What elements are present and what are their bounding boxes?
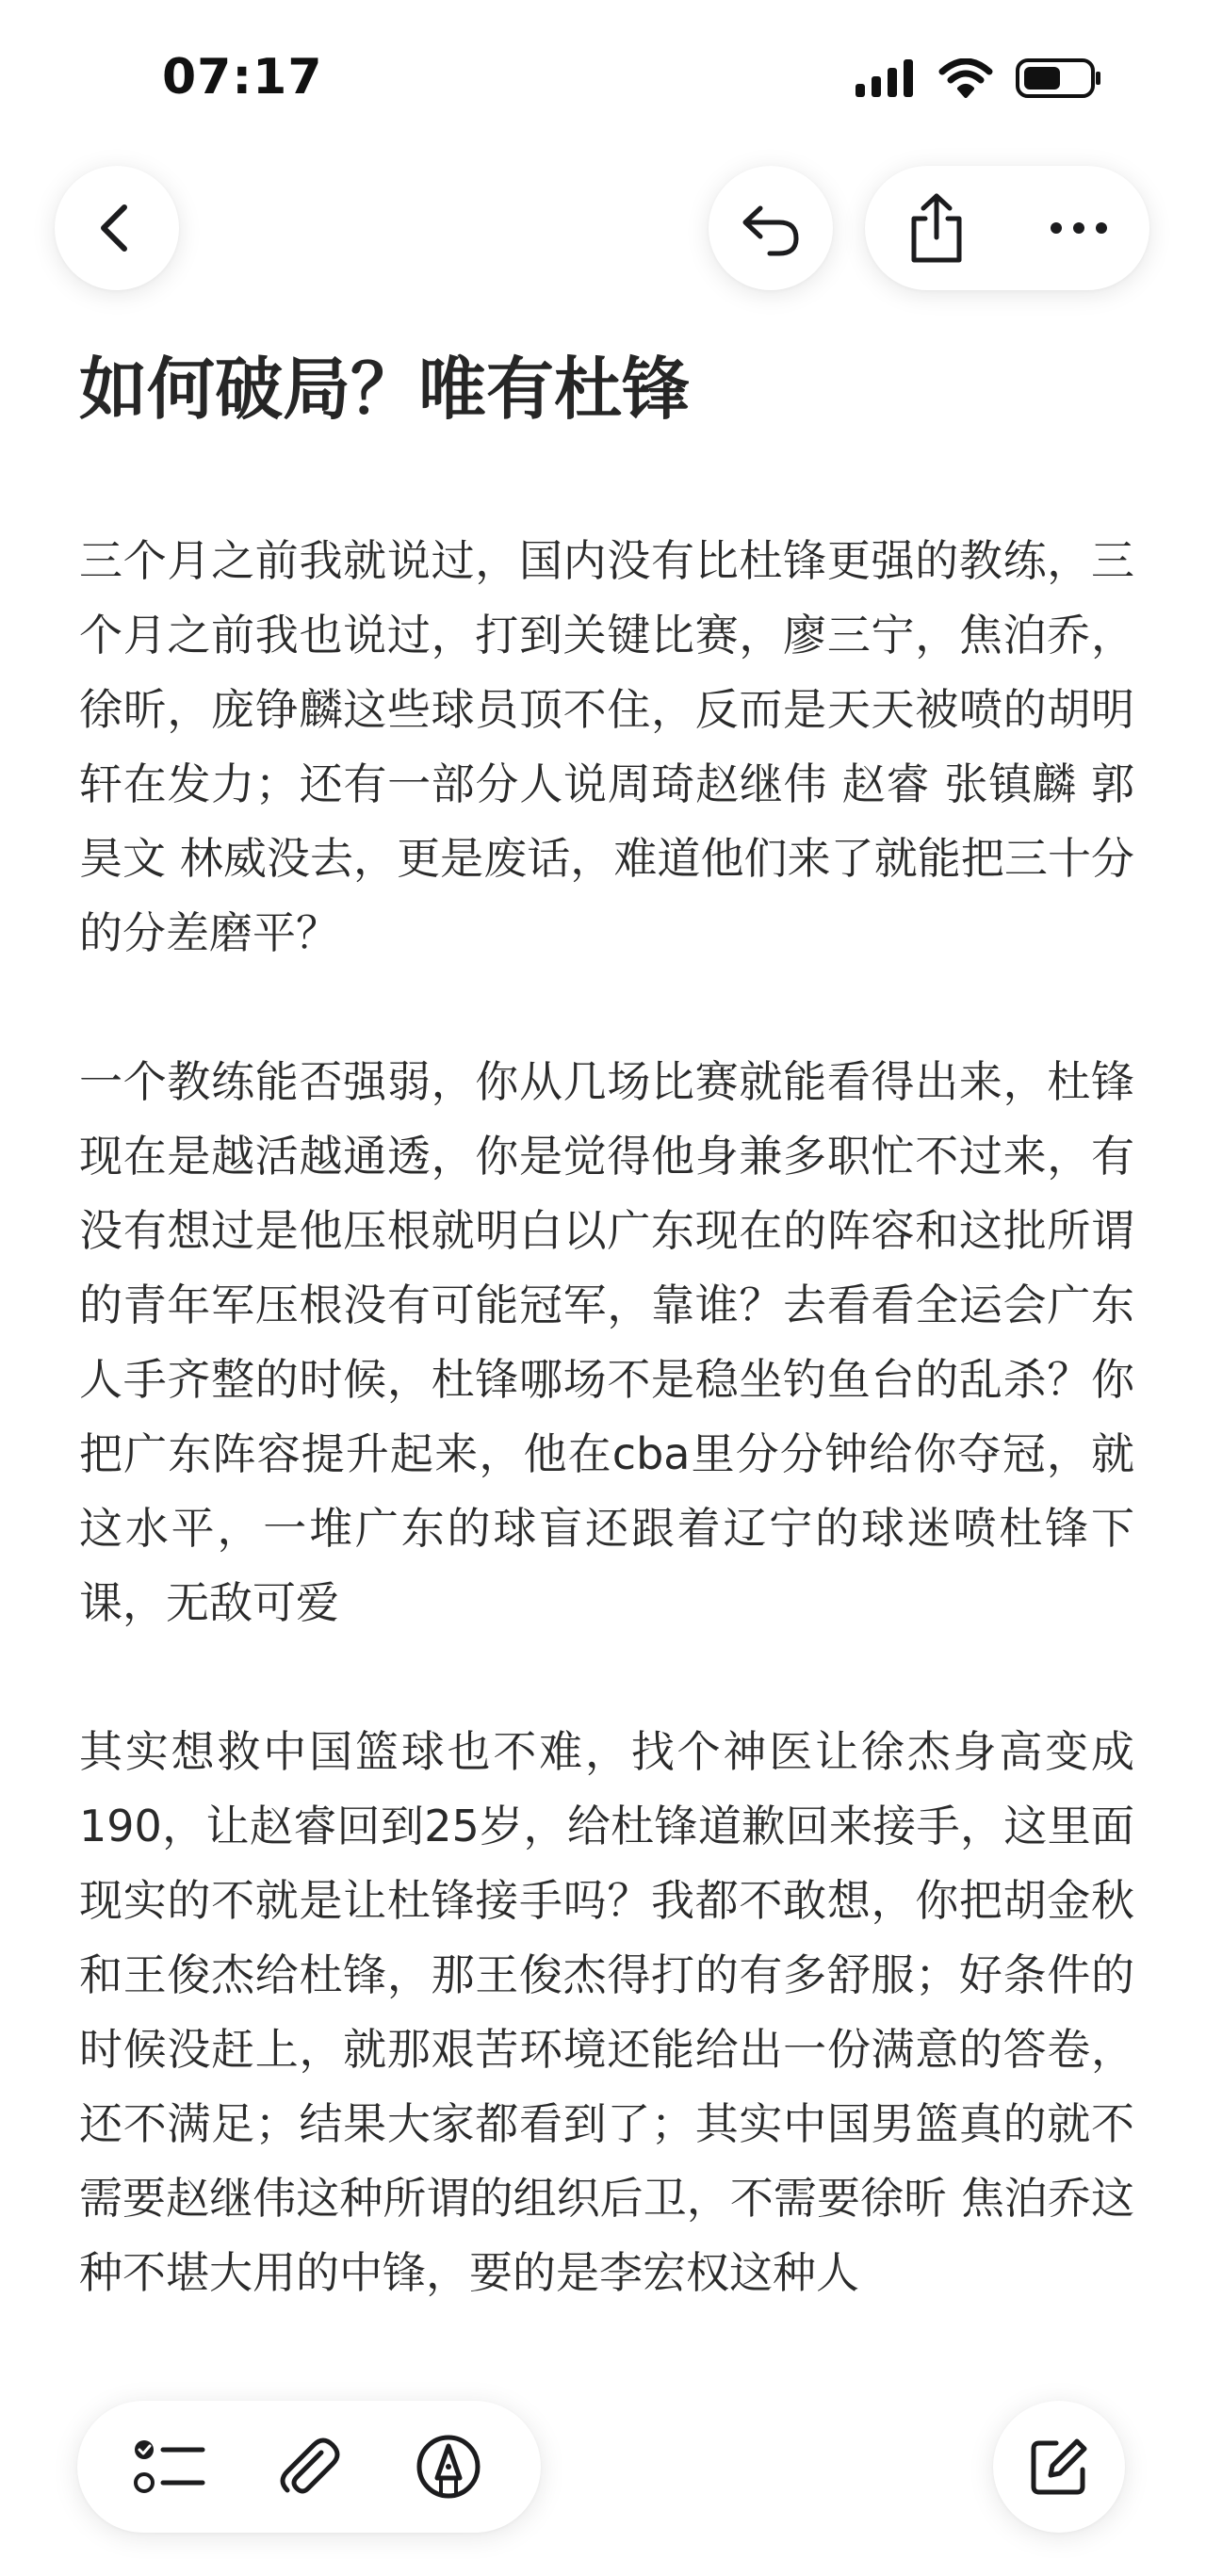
checklist-button[interactable]: [113, 2410, 226, 2523]
share-icon: [906, 192, 967, 264]
note-body[interactable]: [79, 524, 1134, 2310]
back-chevron-icon: [89, 200, 145, 256]
checklist-icon: [133, 2436, 206, 2498]
markup-pen-icon: [415, 2433, 482, 2501]
bottom-toolbar: [77, 2401, 541, 2533]
note-paragraph[interactable]: 三个月之前我就说过，国内没有比杜锋更强的教练，三个月之前我也说过，打到关键比赛，廖三宁，焦泊乔，徐昕，庞铮麟这些球员顶不住，反而是天天被喷的胡明轩在发力；还有一部分人说周琦赵继伟 赵睿 张镇麟 郭昊文 林威没去，更是废话，难道他们来了就能把三十分的分差磨平？: [79, 535, 1134, 958]
markup-button[interactable]: [392, 2410, 505, 2523]
signal-icon: [856, 59, 916, 97]
more-button[interactable]: [1007, 166, 1149, 290]
wifi-icon: [938, 58, 993, 98]
undo-icon: [738, 195, 804, 261]
status-icons: [856, 58, 1102, 98]
battery-icon: [1016, 58, 1102, 98]
status-bar: [0, 0, 1206, 160]
note-paragraph[interactable]: 其实想救中国篮球也不难，找个神医让徐杰身高变成190，让赵睿回到25岁，给杜锋道歉回来接手，这里面现实的不就是让杜锋接手吗？我都不敢想，你把胡金秋和王俊杰给杜锋，那王俊杰得打的有多舒服；好条件的时候没赶上，就那艰苦环境还能给出一份满意的答卷，还不满足；结果大家都看到了；其实中国男篮真的就不需要赵继伟这种所谓的组织后卫，不需要徐昕 焦泊乔这种不堪大用的中锋，要的是李宏权这种人: [79, 1726, 1134, 2298]
share-more-group: [865, 166, 1149, 290]
compose-icon: [1028, 2436, 1090, 2498]
status-time: 07:17: [162, 49, 323, 106]
note-paragraph[interactable]: 一个教练能否强弱，你从几场比赛就能看得出来，杜锋现在是越活越通透，你是觉得他身兼多职忙不过来，有没有想过是他压根就明白以广东现在的阵容和这批所谓的青年军压根没有可能冠军，靠谁？去看看全运会广东人手齐整的时候，杜锋哪场不是稳坐钓鱼台的乱杀？你把广东阵容提升起来，他在cba里分分钟给你夺冠，就这水平，一堆广东的球盲还跟着辽宁的球迷喷杜锋下课，无敌可爱: [79, 1056, 1134, 1628]
attach-button[interactable]: [253, 2410, 366, 2523]
paperclip-icon: [276, 2434, 342, 2500]
more-icon: [1049, 220, 1109, 236]
undo-button[interactable]: [709, 166, 833, 290]
share-button[interactable]: [865, 166, 1007, 290]
back-button[interactable]: [55, 166, 179, 290]
compose-button[interactable]: [993, 2401, 1125, 2533]
note-title[interactable]: 如何破局？唯有杜锋: [79, 350, 691, 429]
